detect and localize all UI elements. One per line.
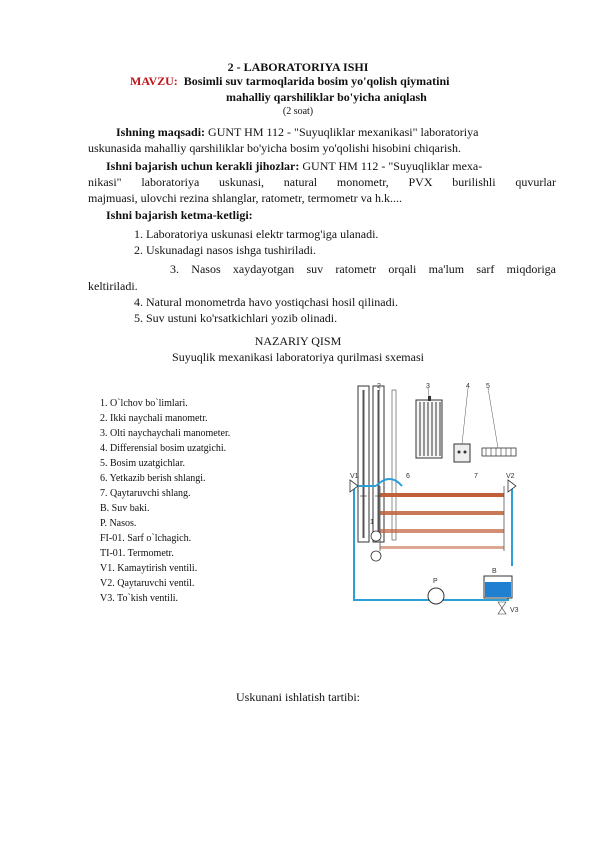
legend-item: 4. Differensial bosim uzatgichi.	[100, 443, 227, 454]
procedure-step-3-cont: keltiriladi.	[88, 279, 138, 293]
pressure-transducers	[482, 448, 516, 456]
label-3: 3	[426, 383, 430, 390]
legend-item: B. Suv baki.	[100, 503, 150, 514]
pump-icon	[428, 588, 444, 604]
label-v3: V3	[510, 607, 519, 614]
aim-line-1	[88, 124, 556, 140]
legend-item: FI-01. Sarf o`lchagich.	[100, 533, 192, 544]
valve-v3-icon	[498, 602, 506, 614]
label-4: 4	[466, 383, 470, 390]
procedure-step-2: 2. Uskunadagi nasos ishga tushiriladi.	[134, 243, 316, 257]
procedure-step-1: 1. Laboratoriya uskunasi elektr tarmog'iga ulanadi.	[134, 227, 379, 241]
lab-title: 2 - LABORATORIYA ISHI	[227, 60, 369, 74]
legend-item: V2. Qaytaruvchi ventil.	[100, 578, 195, 589]
label-2: 2	[377, 383, 381, 390]
legend-item: V1. Kamaytirish ventili.	[100, 563, 198, 574]
topic-line-1	[130, 74, 450, 89]
flow-meter-icon	[371, 531, 381, 541]
legend-item: 7. Qaytaruvchi shlang.	[100, 488, 191, 499]
equipment-line-2: nikasi" laboratoriya uskunasi, natural monometr, PVX burilishli quvurlar	[88, 175, 556, 189]
legend-item: P. Nasos.	[100, 518, 137, 529]
legend-item: 5. Bosim uzatgichlar.	[100, 458, 185, 469]
label-7: 7	[474, 473, 478, 480]
equipment-label: Ishni bajarish uchun kerakli jihozlar:	[106, 159, 300, 173]
diagram-legend	[100, 396, 230, 606]
label-b: B	[492, 568, 497, 575]
procedure-step-4: 4. Natural monometrda havo yostiqchasi hosil qilinadi.	[134, 295, 398, 309]
aim-line-2: uskunasida mahalliy qarshiliklar bo'yicha bosim yo'qolishi hisobini chiqarish.	[88, 141, 461, 155]
equipment-paragraph	[88, 158, 556, 206]
legend-item: 1. O`lchov bo`limlari.	[100, 398, 188, 409]
theory-subheading: Suyuqlik mexanikasi laboratoriya qurilmasi sxemasi	[172, 350, 424, 364]
water-tank	[484, 576, 512, 598]
duration: (2 soat)	[282, 106, 314, 117]
equipment-line-1	[88, 158, 556, 174]
measuring-sections	[380, 486, 504, 551]
aim-paragraph	[88, 124, 556, 156]
aim-text-1: GUNT HM 112 - "Suyuqliklar mexanikasi" laboratoriya	[208, 125, 479, 139]
procedure-label: Ishni bajarish ketma-ketligi:	[106, 208, 253, 222]
label-5: 5	[486, 383, 490, 390]
label-1: 1	[370, 519, 374, 526]
differential-pressure-transmitter	[454, 444, 470, 462]
topic-text-2: mahalliy qarshiliklar bo'yicha aniqlash	[226, 90, 427, 104]
topic-text-1: Bosimli suv tarmoqlarida bosim yo'qolish qiymatini	[183, 74, 450, 88]
theory-heading: NAZARIY QISM	[254, 334, 342, 348]
label-v2: V2	[506, 473, 515, 480]
procedure-step-5: 5. Suv ustuni ko'rsatkichlari yozib olinadi.	[134, 311, 338, 325]
procedure-step-3: 3. Nasos xaydayotgan suv ratometr orqali ma'lum sarf miqdoriga	[170, 262, 556, 276]
legend-item: 3. Olti naychaychali manometer.	[100, 428, 231, 439]
legend-item: TI-01. Termometr.	[100, 548, 174, 559]
label-v1: V1	[350, 473, 359, 480]
label-p: P	[433, 578, 438, 585]
six-tube-manometer	[416, 396, 442, 458]
equipment-text-1: GUNT HM 112 - "Suyuqliklar mexa-	[302, 159, 483, 173]
label-6: 6	[406, 473, 410, 480]
legend-item: 2. Ikki naychali manometr.	[100, 413, 208, 424]
lab-setup-diagram	[340, 376, 530, 616]
legend-item: 6. Yetkazib berish shlangi.	[100, 473, 206, 484]
aim-label: Ishning maqsadi:	[116, 125, 206, 139]
operation-heading: Uskunani ishlatish tartibi:	[236, 690, 360, 704]
equipment-line-3: majmuasi, ulovchi rezina shlanglar, ratometr, termometr va h.k....	[88, 191, 402, 205]
thermometer-icon	[371, 551, 381, 561]
topic-label: MAVZU:	[130, 74, 178, 88]
legend-item: V3. To`kish ventili.	[100, 593, 179, 604]
